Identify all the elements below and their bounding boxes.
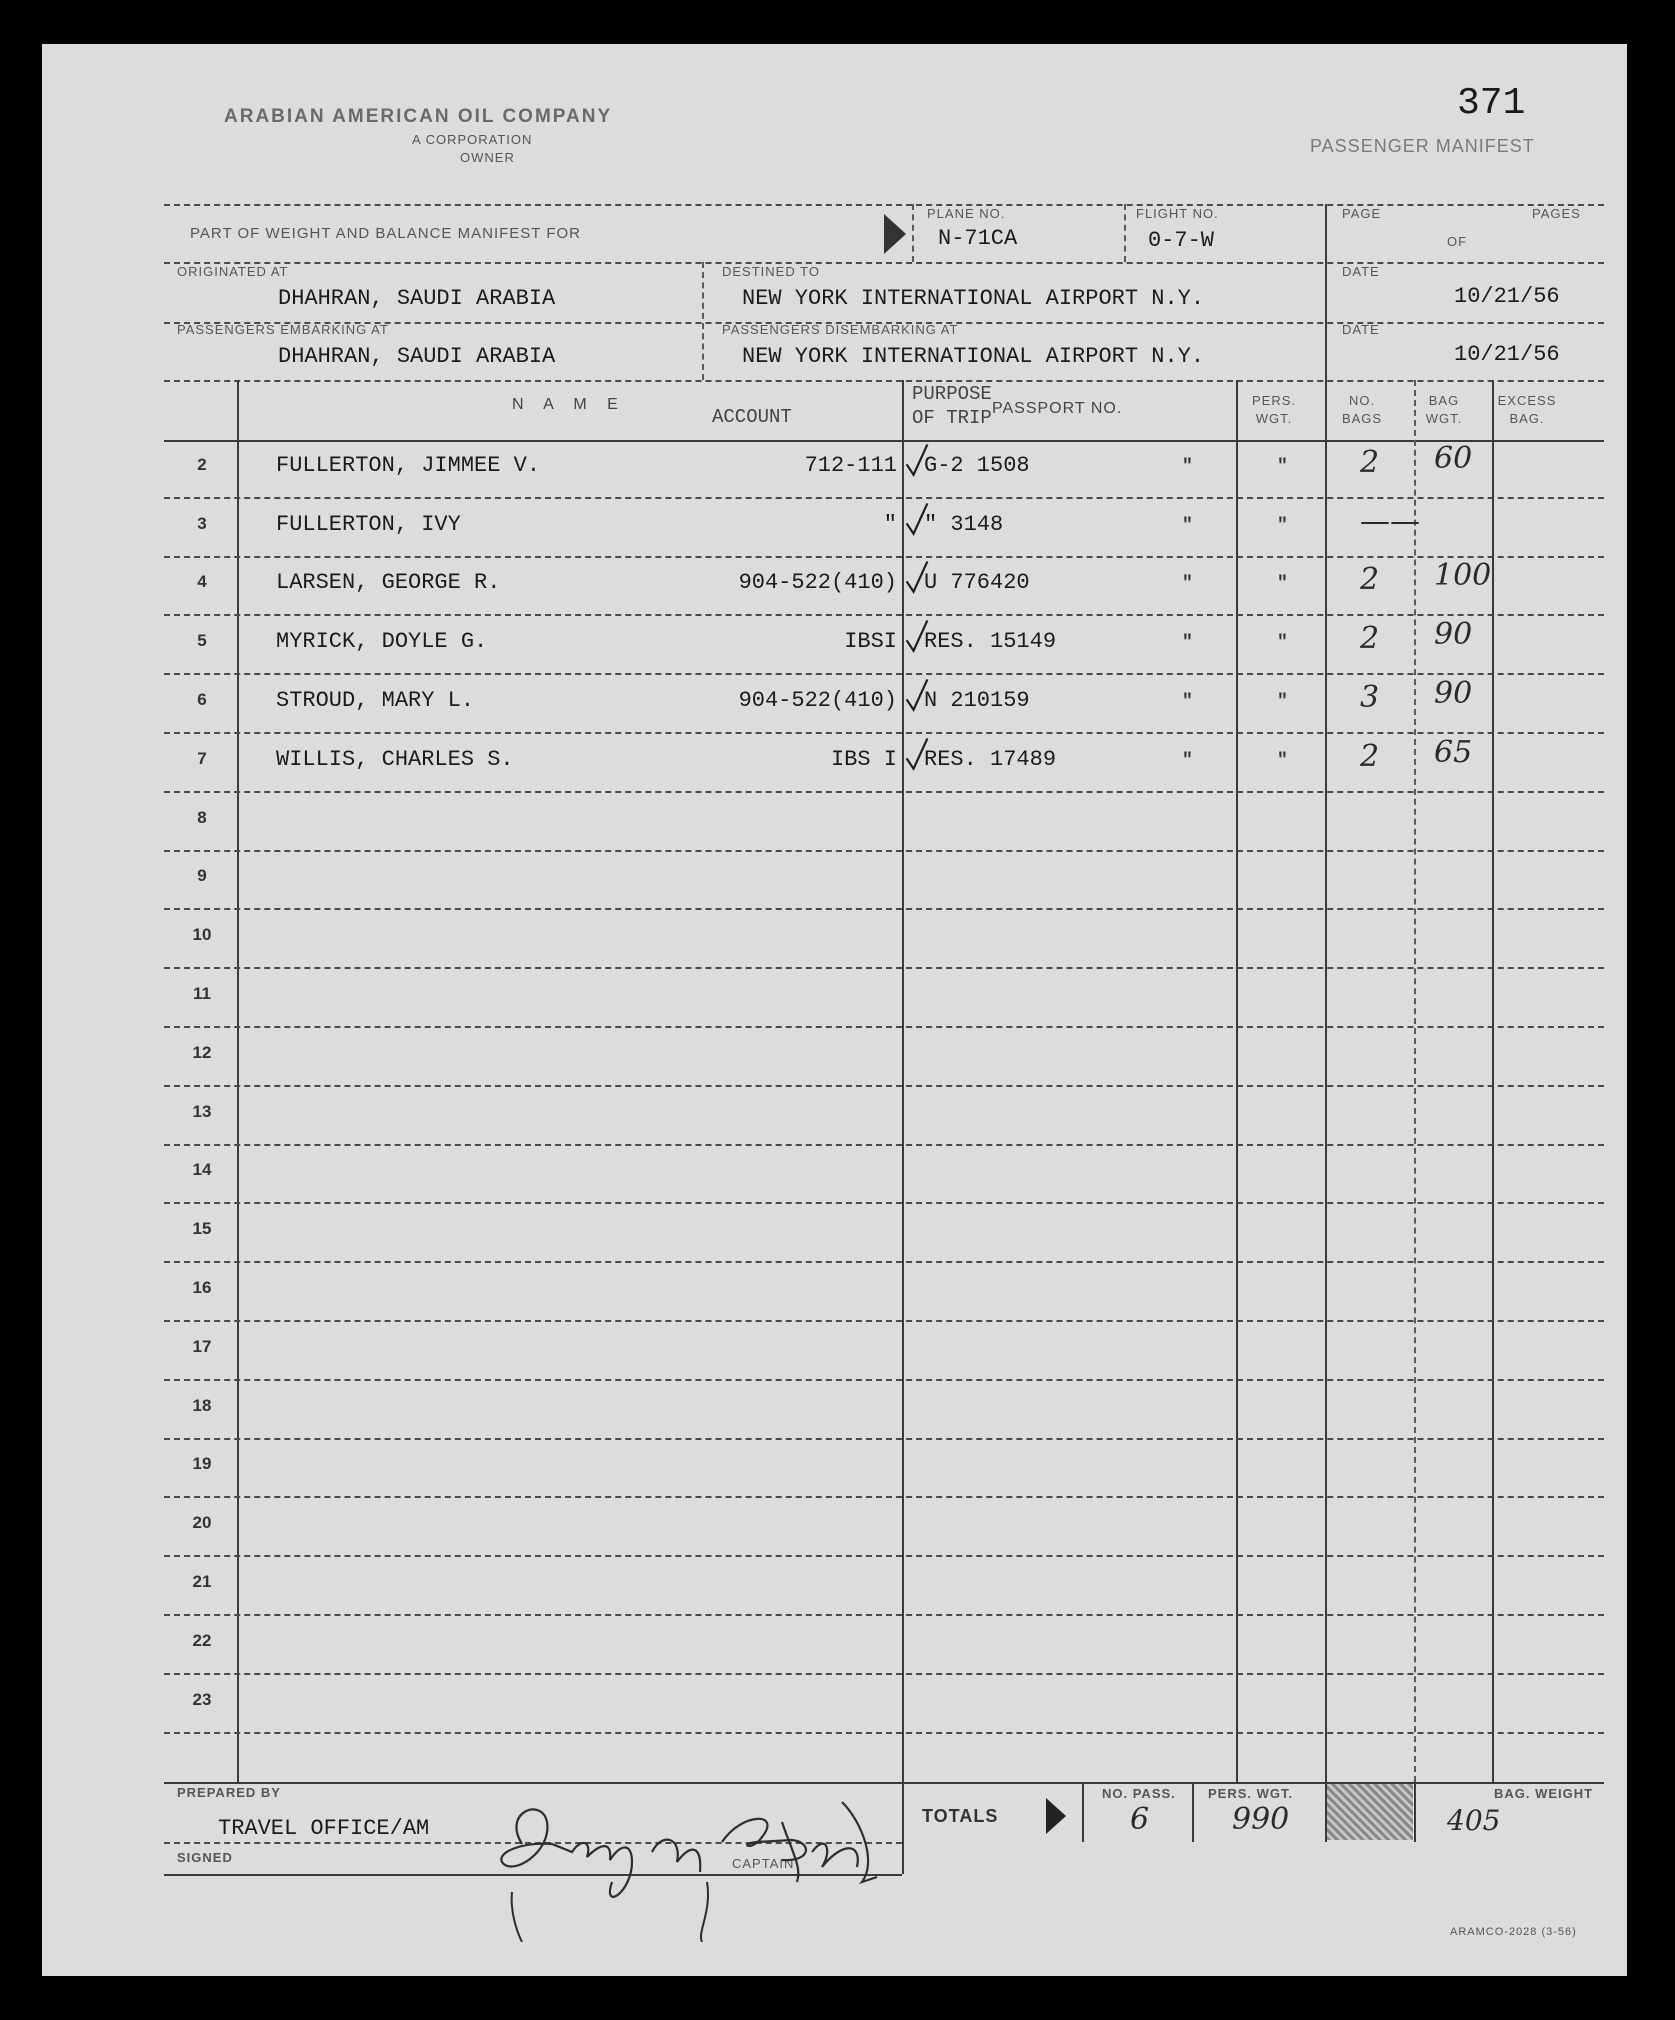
pers-wgt-label: PERS. WGT. [1208,1786,1294,1801]
ditto-mark-pers-wgt: " [1277,574,1288,594]
row-divider [164,1085,1604,1087]
page-label: PAGE [1342,206,1382,221]
flight-label: FLIGHT NO. [1136,206,1219,221]
destined-label: DESTINED TO [722,264,820,279]
ditto-mark-passport: " [1182,516,1193,536]
ditto-mark-passport: " [1182,457,1193,477]
row-number: 7 [197,749,207,768]
bag-count: 3 [1360,680,1380,715]
form-title: PASSENGER MANIFEST [1310,136,1535,156]
check-mark-icon [904,558,930,596]
disembark-value: NEW YORK INTERNATIONAL AIRPORT N.Y. [742,344,1205,369]
row-divider [164,1202,1604,1204]
passenger-name: FULLERTON, JIMMEE V. [276,453,541,478]
row-divider [164,1614,1604,1616]
pages-label: PAGES [1532,206,1581,221]
row-number: 3 [197,514,207,533]
pers-wgt-value: 990 [1232,1802,1290,1837]
row-number: 9 [197,866,207,885]
ditto-mark-passport: " [1182,633,1193,653]
row-divider [164,967,1604,969]
row-number: 8 [197,808,207,827]
row-number: 2 [197,455,207,474]
col-purpose: PURPOSE OF TRIP [912,383,992,429]
row-divider [164,1673,1604,1675]
col-account: ACCOUNT [712,406,792,428]
row-divider [164,1496,1604,1498]
row-divider [164,1026,1604,1028]
totals-arrow-icon [1046,1798,1066,1834]
prepared-label: PREPARED BY [177,1785,281,1800]
row-number: 21 [192,1572,212,1591]
row-divider [164,850,1604,852]
col-bag-wgt: BAG WGT. [1425,393,1463,426]
date-value: 10/21/56 [1454,284,1560,309]
bag-count: 2 [1360,621,1380,656]
account-number: IBSI [844,629,897,654]
captain-label: CAPTAIN [732,1856,795,1871]
bag-count: 2 [1360,739,1380,774]
of-label: OF [1447,234,1468,249]
row-divider [164,1555,1604,1557]
bag-count: 2 [1360,562,1380,597]
ditto-mark-passport: " [1182,751,1193,771]
row-number: 5 [197,631,207,650]
row-number: 6 [197,690,207,709]
form-code: ARAMCO-2028 (3-56) [1450,1926,1577,1938]
row-number: 13 [192,1102,212,1121]
ditto-mark-pers-wgt: " [1277,457,1288,477]
ditto-mark-pers-wgt: " [1277,751,1288,771]
bag-weight: 60 [1434,441,1473,476]
row-number: 19 [192,1454,212,1473]
passport-number: G-2 1508 [924,453,1030,478]
row-divider [164,1320,1604,1322]
row-divider [164,497,1604,499]
ditto-mark-pers-wgt: " [1277,516,1288,536]
row-divider [164,908,1604,910]
date-label: DATE [1342,264,1380,279]
passenger-name: WILLIS, CHARLES S. [276,747,514,772]
account-number: 712-111 [804,453,897,478]
check-mark-icon [904,676,930,714]
originated-label: ORIGINATED AT [177,264,289,279]
manifest-page [42,44,1627,1976]
flight-value: 0-7-W [1148,228,1215,253]
bag-weight: 90 [1434,617,1473,652]
bag-count: —— [1360,504,1420,539]
bag-weight: 90 [1434,676,1473,711]
bag-weight: 100 [1434,558,1492,593]
account-number: IBS I [830,747,897,772]
row-divider [164,1144,1604,1146]
col-passport: PASSPORT NO. [992,400,1123,417]
company-line2: A CORPORATION [412,132,533,147]
row-number: 16 [192,1278,212,1297]
ditto-mark-passport: " [1182,692,1193,712]
row-number: 18 [192,1396,212,1415]
ditto-mark-pers-wgt: " [1277,633,1288,653]
row-divider [164,1261,1604,1263]
part-of-label: PART OF WEIGHT AND BALANCE MANIFEST FOR [190,225,582,242]
row-divider [164,673,1604,675]
bag-weight: 65 [1434,735,1473,770]
signed-label: SIGNED [177,1850,233,1865]
date2-label: DATE [1342,322,1380,337]
row-number: 20 [192,1513,212,1532]
ditto-mark-pers-wgt: " [1277,692,1288,712]
no-pass-label: NO. PASS. [1102,1786,1176,1801]
row-divider [164,1438,1604,1440]
col-pers-wgt: PERS. WGT. [1251,393,1296,426]
company-name: ARABIAN AMERICAN OIL COMPANY [224,106,613,127]
passenger-name: MYRICK, DOYLE G. [276,629,488,654]
ditto-mark-passport: " [1182,574,1193,594]
plane-value: N-71CA [938,226,1018,251]
passport-number: RES. 17489 [924,747,1057,772]
destined-value: NEW YORK INTERNATIONAL AIRPORT N.Y. [742,286,1205,311]
embark-value: DHAHRAN, SAUDI ARABIA [278,344,556,369]
account-number: 904-522(410) [738,688,897,713]
shaded-block [1327,1784,1413,1840]
row-number: 14 [192,1160,212,1179]
row-number: 15 [192,1219,212,1238]
bag-weight-value: 405 [1447,1804,1501,1837]
plane-label: PLANE NO. [927,206,1006,221]
passenger-name: FULLERTON, IVY [276,512,461,537]
row-number: 12 [192,1043,212,1062]
passenger-name: STROUD, MARY L. [276,688,475,713]
row-number: 23 [192,1690,212,1709]
bag-weight-label: BAG. WEIGHT [1494,1786,1594,1801]
row-number: 10 [192,925,212,944]
col-name: N A M E [512,396,626,413]
check-mark-icon [904,500,930,538]
row-divider [164,1732,1604,1734]
account-number: " [883,512,897,537]
row-divider [164,556,1604,558]
originated-value: DHAHRAN, SAUDI ARABIA [278,286,556,311]
totals-label: TOTALS [922,1806,999,1826]
passport-number: N 210159 [924,688,1030,713]
prepared-value: TRAVEL OFFICE/AM [218,1816,430,1841]
row-divider [164,732,1604,734]
account-number: 904-522(410) [738,570,897,595]
row-divider [164,791,1604,793]
bag-count: 2 [1360,445,1380,480]
col-no-bags: NO. BAGS [1341,393,1383,426]
signature [482,1782,922,1942]
check-mark-icon [904,441,930,479]
document-number: 371 [1457,82,1526,125]
disembark-label: PASSENGERS DISEMBARKING AT [722,322,959,337]
check-mark-icon [904,617,930,655]
check-mark-icon [904,735,930,773]
row-number: 11 [193,984,211,1003]
date2-value: 10/21/56 [1454,342,1560,367]
col-excess: EXCESS BAG. [1497,393,1557,426]
arrow-right-icon [884,214,906,254]
row-number: 17 [192,1337,212,1356]
row-divider [164,1379,1604,1381]
passport-number: RES. 15149 [924,629,1057,654]
passport-number: U 776420 [924,570,1030,595]
row-number: 4 [197,572,207,591]
passenger-name: LARSEN, GEORGE R. [276,570,501,595]
no-pass-value: 6 [1130,1802,1150,1837]
row-divider [164,614,1604,616]
row-number: 22 [192,1631,212,1650]
passport-number: " 3148 [924,512,1004,537]
embark-label: PASSENGERS EMBARKING AT [177,322,389,337]
company-line3: OWNER [460,150,515,165]
